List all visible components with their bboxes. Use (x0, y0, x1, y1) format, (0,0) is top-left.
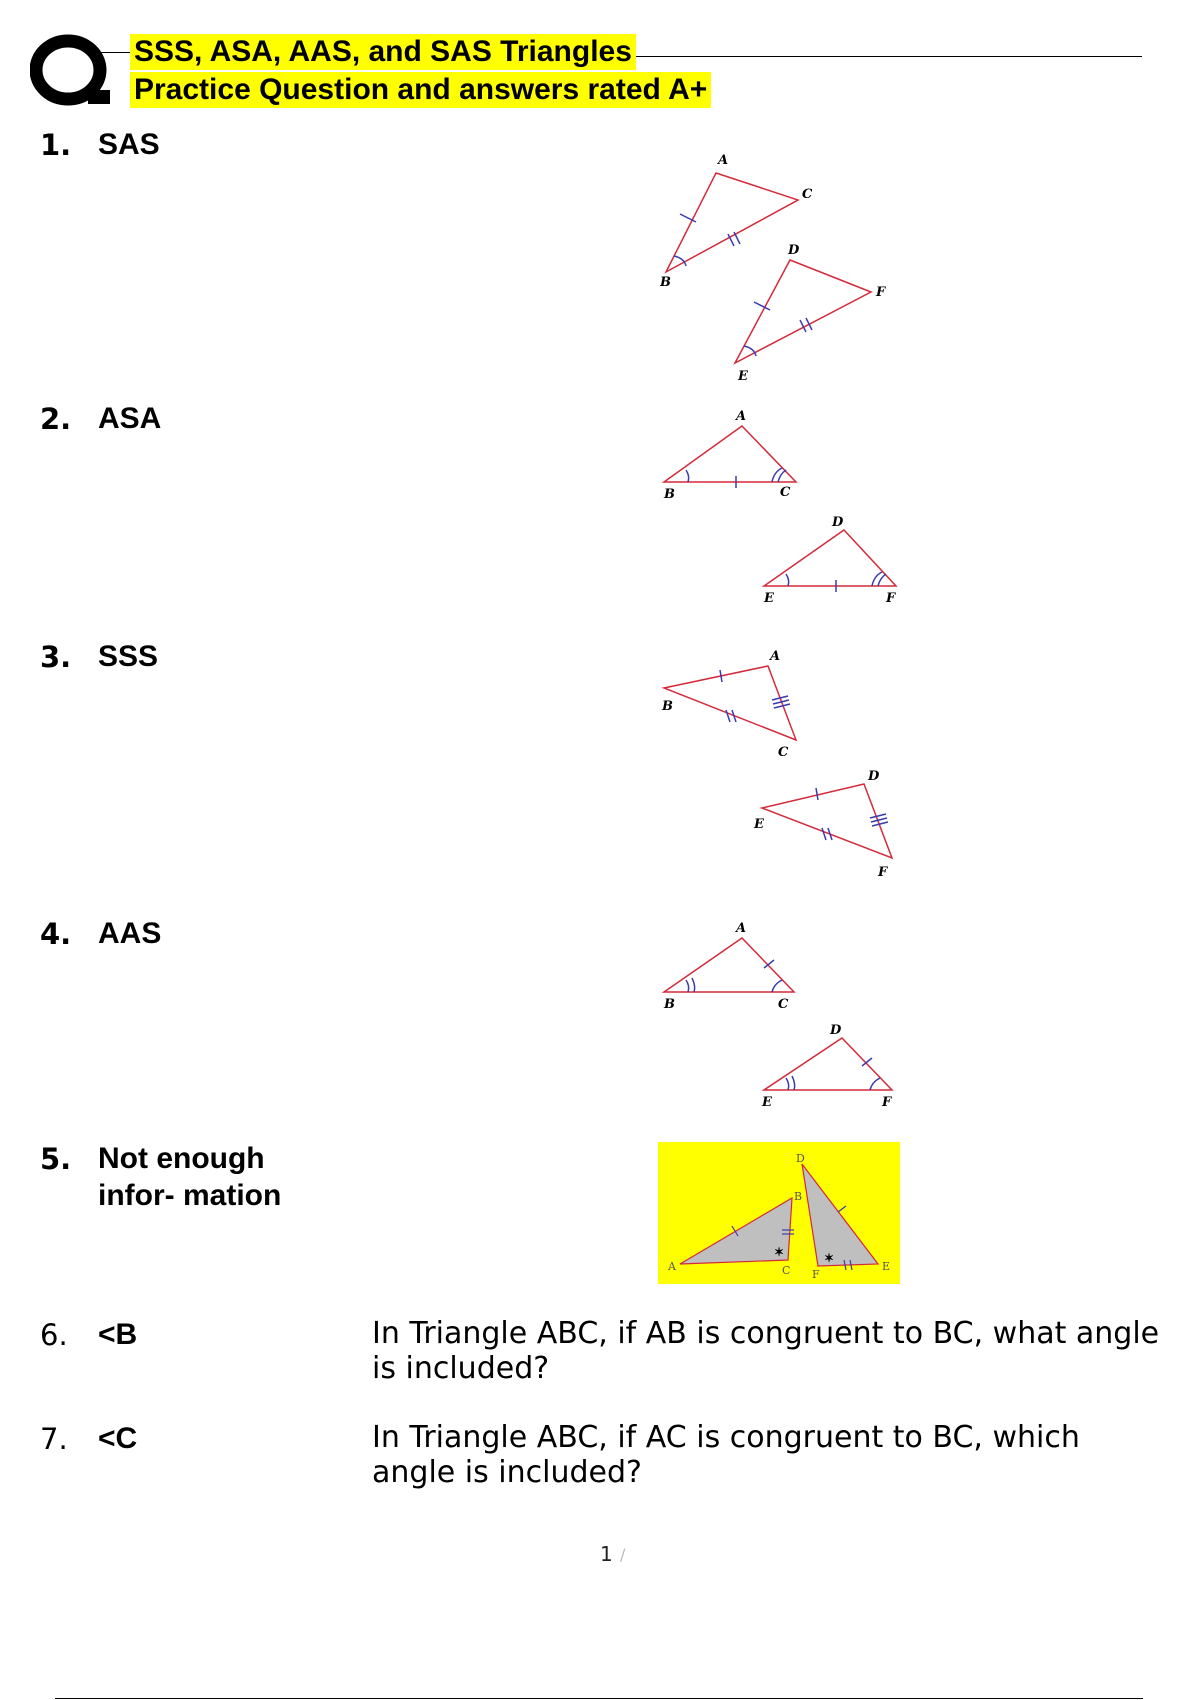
vertex-label: F (876, 285, 886, 300)
question-number: 6. (40, 1318, 68, 1352)
vertex-label: C (780, 485, 791, 500)
vertex-label: F (812, 1268, 820, 1281)
question-number: 5. (40, 1142, 72, 1176)
vertex-label: F (886, 591, 896, 606)
sss-triangle-figure (660, 648, 910, 884)
document-title: SSS, ASA, AAS, and SAS Triangles (130, 34, 636, 70)
question-number: 2. (40, 402, 72, 436)
question-answer: ASA (98, 402, 162, 435)
q-logo-icon (30, 32, 112, 110)
vertex-label: E (762, 1095, 772, 1110)
footer-rule (55, 1698, 1143, 1699)
question-number: 3. (40, 640, 72, 674)
page-number: 1 (600, 1542, 613, 1566)
question-answer (98, 1140, 281, 1214)
asa-triangle-figure (660, 408, 910, 608)
vertex-label: E (754, 817, 764, 832)
vertex-label: B (662, 699, 673, 714)
question-answer: <C (98, 1422, 138, 1455)
answer-line: infor- mation (98, 1179, 282, 1212)
sas-triangle-figure (660, 148, 900, 388)
vertex-label: C (778, 745, 789, 760)
not-enough-info-figure (658, 1142, 900, 1284)
question-number: 4. (40, 917, 72, 951)
question-answer: <B (98, 1318, 138, 1351)
vertex-label: B (794, 1190, 803, 1203)
vertex-label: F (882, 1095, 892, 1110)
header-rule (615, 56, 1142, 57)
vertex-label: E (764, 591, 774, 606)
question-number: 7. (40, 1422, 68, 1456)
angle-mark-icon: ✶ (824, 1251, 835, 1265)
document-subtitle: Practice Question and answers rated A+ (130, 72, 711, 108)
vertex-label: E (882, 1260, 891, 1273)
question-number: 1. (40, 128, 72, 162)
question-answer: SAS (98, 128, 160, 161)
vertex-label: B (664, 997, 675, 1012)
vertex-label: A (668, 1260, 676, 1273)
answer-line: Not enough (98, 1142, 265, 1175)
question-text: In Triangle ABC, if AB is congruent to BC, what angle is included? (372, 1316, 1160, 1386)
header-rule-left (100, 52, 134, 53)
vertex-label: B (664, 487, 675, 502)
vertex-label: D (830, 1023, 842, 1038)
vertex-label: C (782, 1264, 791, 1277)
vertex-label: D (832, 515, 844, 530)
vertex-label: D (868, 769, 880, 784)
vertex-label: D (788, 243, 800, 258)
vertex-label: A (770, 649, 781, 664)
vertex-label: F (878, 865, 888, 880)
vertex-label: C (778, 997, 789, 1012)
vertex-label: A (736, 921, 747, 936)
aas-triangle-figure (660, 920, 910, 1110)
vertex-label: A (736, 409, 747, 424)
question-answer: AAS (98, 917, 162, 950)
vertex-label: D (796, 1152, 805, 1165)
question-answer: SSS (98, 640, 159, 673)
page-separator: / (620, 1545, 626, 1564)
vertex-label: B (660, 275, 671, 290)
vertex-label: C (802, 187, 813, 202)
question-text: In Triangle ABC, if AC is congruent to BC, which angle is included? (372, 1420, 1080, 1490)
vertex-label: A (718, 153, 729, 168)
vertex-label: E (738, 369, 748, 384)
angle-mark-icon: ✶ (774, 1245, 785, 1259)
